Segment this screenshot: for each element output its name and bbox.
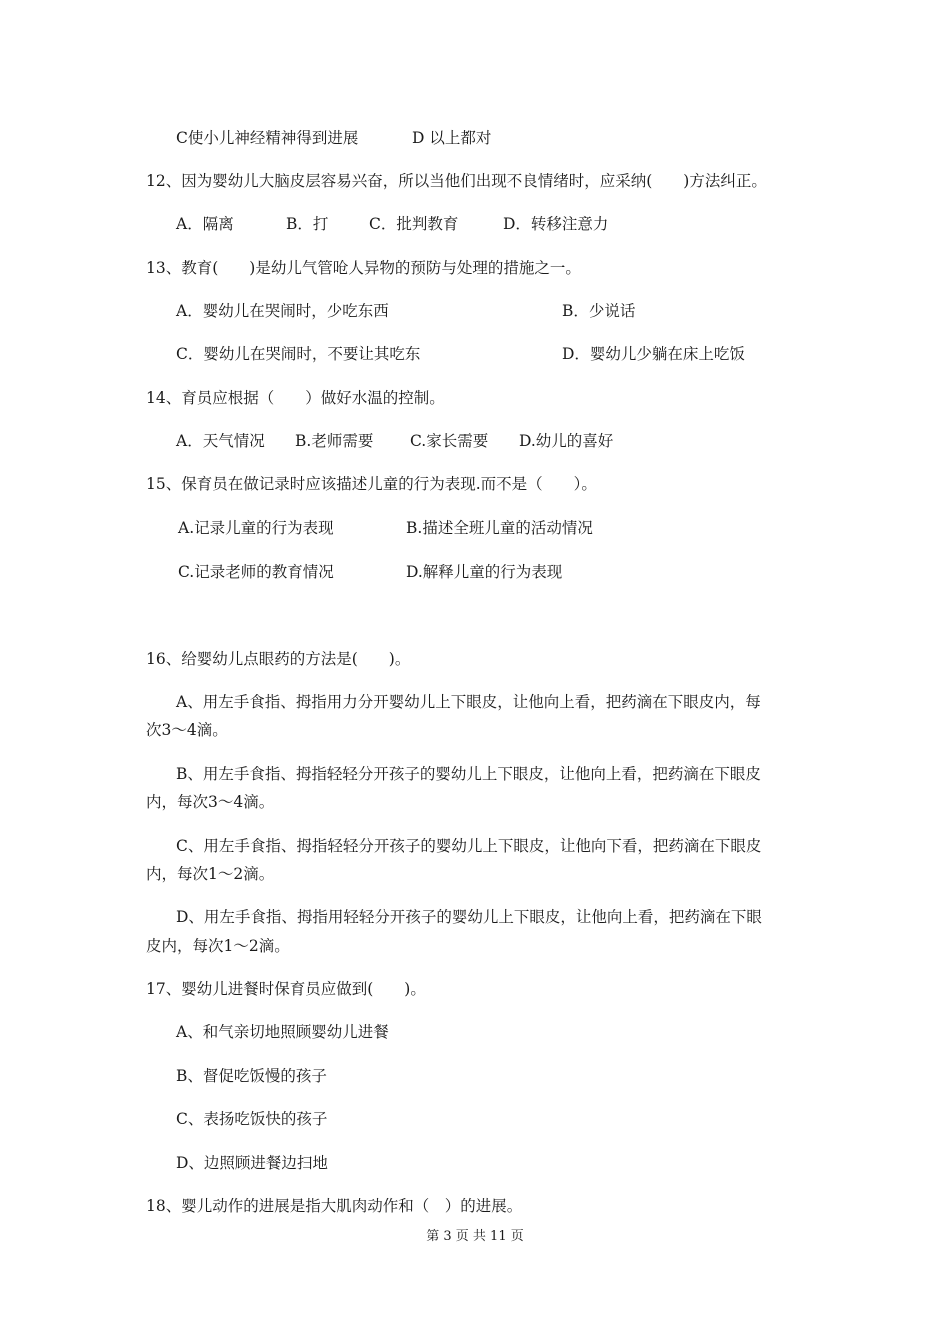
option-c-q15: C.记录老师的教育情况 (178, 563, 334, 581)
option-c-q14: C.家长需要 (410, 432, 489, 450)
option-c-q12: C．批判教育 (369, 215, 459, 233)
option-b-q17: B、督促吃饭慢的孩子 (176, 1067, 327, 1085)
option-d-q15: D.解释儿童的行为表现 (406, 563, 563, 581)
option-a-q16-line2: 次3～4滴。 (146, 721, 228, 739)
option-b-q14: B.老师需要 (295, 432, 374, 450)
option-b-q13: B．少说话 (562, 302, 636, 320)
option-a-q15: A.记录儿童的行为表现 (178, 519, 334, 537)
option-d-q11: D 以上都对 (412, 129, 492, 147)
question-16: 16、给婴幼儿点眼药的方法是( )。 (146, 650, 411, 668)
option-c-q16-line2: 内，每次1～2滴。 (146, 865, 275, 883)
option-a-q16-line1: A、用左手食指、拇指用力分开婴幼儿上下眼皮，让他向上看，把药滴在下眼皮内，每 (176, 693, 761, 711)
option-d-q17: D、边照顾进餐边扫地 (176, 1154, 328, 1172)
option-b-q16-line1: B、用左手食指、拇指轻轻分开孩子的婴幼儿上下眼皮，让他向上看，把药滴在下眼皮 (176, 765, 761, 783)
question-15: 15、保育员在做记录时应该描述儿童的行为表现.而不是（ ）。 (146, 475, 597, 493)
option-c-q11: C使小儿神经精神得到进展 (176, 129, 359, 147)
option-c-q16-line1: C、用左手食指、拇指轻轻分开孩子的婴幼儿上下眼皮，让他向下看，把药滴在下眼皮 (176, 837, 762, 855)
option-a-q13: A．婴幼儿在哭闹时，少吃东西 (176, 302, 389, 320)
option-c-q13: C．婴幼儿在哭闹时，不要让其吃东 (176, 345, 421, 363)
option-a-q12: A．隔离 (176, 215, 234, 233)
option-d-q16-line2: 皮内，每次1～2滴。 (146, 937, 290, 955)
option-b-q12: B．打 (286, 215, 329, 233)
page-footer: 第 3 页 共 11 页 (426, 1229, 524, 1244)
option-d-q13: D．婴幼儿少躺在床上吃饭 (562, 345, 745, 363)
question-18: 18、婴儿动作的进展是指大肌肉动作和（ ）的进展。 (146, 1197, 523, 1215)
question-17: 17、婴幼儿进餐时保育员应做到( )。 (146, 980, 426, 998)
option-d-q16-line1: D、用左手食指、拇指用轻轻分开孩子的婴幼儿上下眼皮，让他向上看，把药滴在下眼 (176, 908, 762, 926)
option-b-q16-line2: 内，每次3～4滴。 (146, 793, 275, 811)
question-14: 14、育员应根据（ ）做好水温的控制。 (146, 389, 445, 407)
option-a-q14: A．天气情况 (176, 432, 265, 450)
question-12: 12、因为婴幼儿大脑皮层容易兴奋，所以当他们出现不良情绪时，应采纳( )方法纠正。 (146, 172, 767, 190)
option-b-q15: B.描述全班儿童的活动情况 (406, 519, 593, 537)
option-c-q17: C、表扬吃饭快的孩子 (176, 1110, 328, 1128)
option-d-q14: D.幼儿的喜好 (519, 432, 614, 450)
question-13: 13、教育( )是幼儿气管呛人异物的预防与处理的措施之一。 (146, 259, 581, 277)
option-a-q17: A、和气亲切地照顾婴幼儿进餐 (176, 1023, 389, 1041)
option-d-q12: D．转移注意力 (503, 215, 609, 233)
